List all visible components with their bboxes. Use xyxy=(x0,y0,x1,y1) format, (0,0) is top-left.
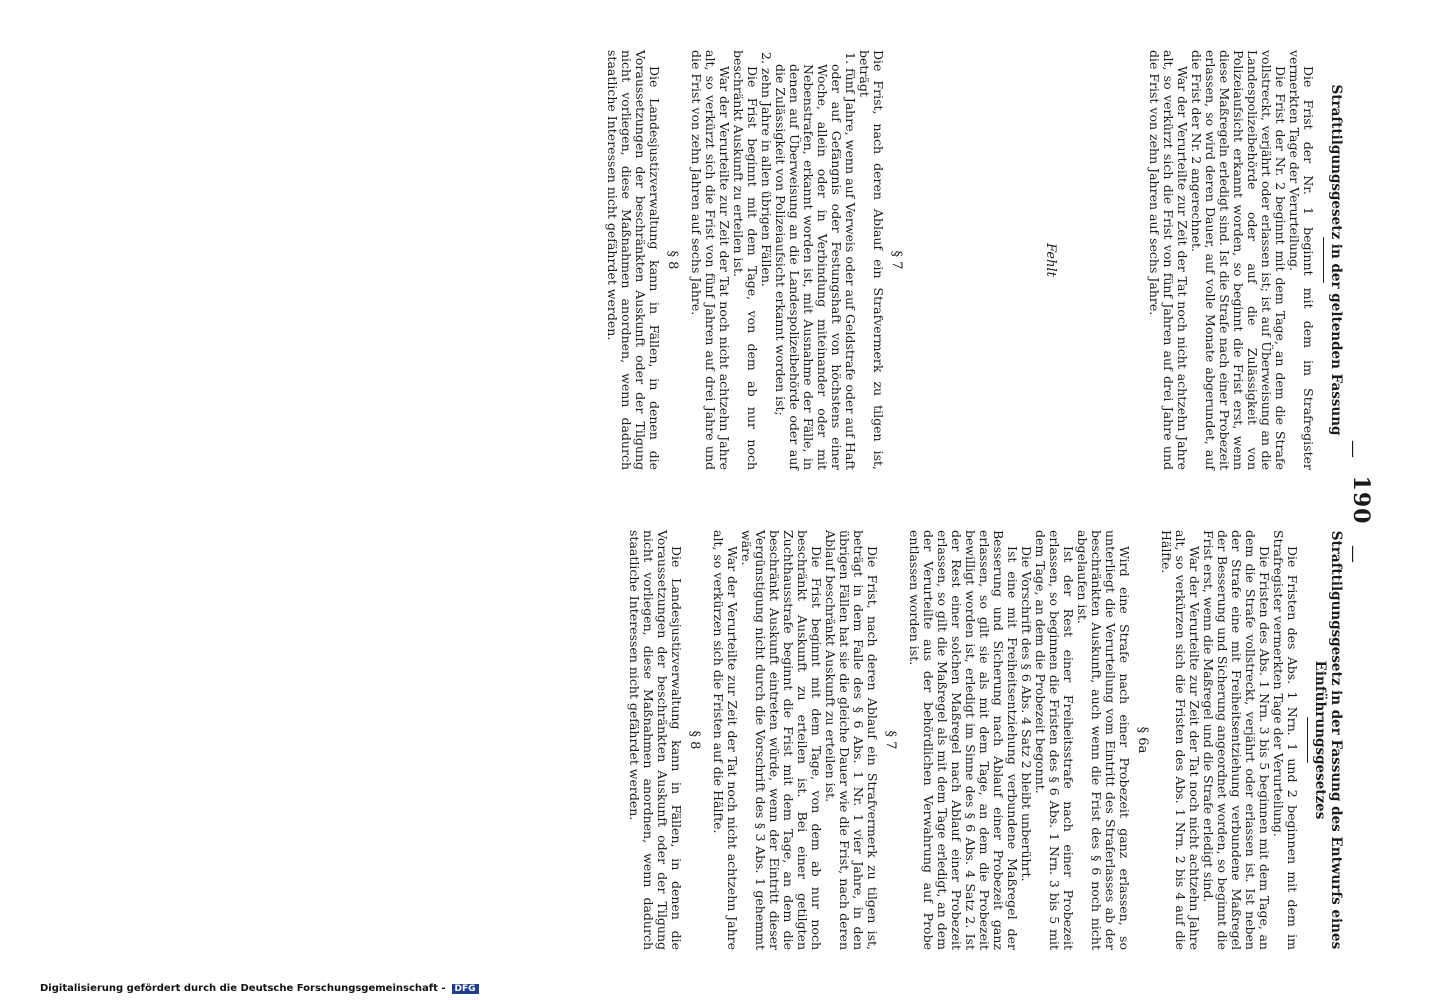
paragraph: Die Landesjustizverwaltung kann in Fällen, in denen die Voraussetzungen der beschränkten Auskunft oder der Tilgung nicht vorliegen, diese Maßnahmen anordnen, wenn dadurch staatliche Interessen nicht gefährdet werden. xyxy=(627,530,684,950)
paragraph: Die Frist der Nr. 1 beginnt mit dem im Strafregister vermerkten Tage der Verurteilung. xyxy=(1287,50,1316,470)
list-item: 2. zehn Jahre in allen übrigen Fällen. xyxy=(759,52,774,287)
column-heading-current: Strafttilgungsgesetz in der geltenden Fassung xyxy=(1328,84,1344,436)
paragraph: Die Frist, nach deren Ablauf ein Strafvermerk zu tilgen ist, beträgt in dem Falle des § 6 Abs. 1 Nr. 1 vier Jahre, in den übrigen Fällen hat sie die gleiche Dauer wie die Frist, nach deren Ablauf beschränkt Auskunft zu erteilen ist. xyxy=(823,530,880,950)
paragraph: Ist eine mit Freiheitsentziehung verbundene Maßregel der Besserung und Sicherung nach Ablauf einer Probezeit ganz erlassen, so gilt sie als mit dem Tage, an dem die Probezeit bewilligt worden ist, erledigt im Sinne des § 6 Abs. 4 Satz 2. Ist der Rest einer solchen Maßregel nach Ablauf einer Probezeit erlassen, so gilt die Maßregel als mit dem Tage erledigt, an dem der Verurteilte aus der behördlichen Verwahrung auf Probe entlassen worden ist. xyxy=(907,530,1020,950)
heading-rule xyxy=(1307,717,1308,763)
heading-rule xyxy=(1323,237,1324,283)
section-heading-8: § 8 xyxy=(665,250,680,270)
section-heading-6a: § 6a xyxy=(1135,726,1150,754)
paragraph: Wird eine Strafe nach einer Probezeit ganz erlassen, so unterliegt die Verurteilung vom Eintritt des Straferlasses ab der beschränkten Auskunft, auch wenn die Frist des § 6 noch nicht abgelaufen ist. xyxy=(1075,530,1132,950)
dfg-logo: DFG xyxy=(452,984,479,994)
section-heading-7: § 7 xyxy=(883,730,898,750)
paragraph: Die Fristen des Abs. 1 Nrn. 1 und 2 beginnen mit dem im Strafregister vermerkten Tage der Verurteilung. xyxy=(1271,530,1300,950)
column-draft xyxy=(627,530,1344,950)
paragraph: Die Landesjustizverwaltung kann in Fällen, in denen die Voraussetzungen der beschränkten Auskunft oder der Tilgung nicht vorliegen, diese Maßnahmen anordnen, wenn dadurch staatliche Interessen nicht gefährdet werden. xyxy=(605,50,662,470)
paragraph: War der Verurteilte zur Zeit der Tat noch nicht achtzehn Jahre alt, so verkürzen sich die Fristen des Abs. 1 Nrn. 2 bis 4 auf die Hälfte. xyxy=(1159,530,1202,950)
section-heading-8: § 8 xyxy=(687,730,702,750)
column-current xyxy=(605,50,1344,470)
page-dash-left: — xyxy=(1343,440,1364,458)
list-item: 1. fünf Jahre, wenn auf Verweis oder auf Geldstrafe oder auf Haft oder auf Gefängnis oder Festungshaft von höchstens einer Woche, allein oder in Verbindung miteinander oder mit Nebenstrafen, erkannt worden ist, mit Ausnahme der Fälle, in denen auf Überweisung an die Landespolizeibehörde oder auf die Zulässigkeit von Polizeiaufsicht erkannt worden ist; xyxy=(773,52,858,470)
paragraph: War der Verurteilte zur Zeit der Tat noch nicht achtzehn Jahre alt, so verkürzt sich die Frist von fünf Jahren auf drei Jahre und die Frist von zehn Jahren auf sechs Jahre. xyxy=(1147,50,1190,470)
paragraph: Die Vorschrift des § 6 Abs. 4 Satz 2 bleibt unberührt. xyxy=(1019,546,1034,882)
digitization-note-text: Digitalisierung gefördert durch die Deutsche Forschungsgemeinschaft - xyxy=(40,983,446,994)
paragraph: Die Fristen des Abs. 1 Nrn. 3 bis 5 beginnen mit dem Tage, an dem die Strafe vollstreckt, verjährt oder erlassen ist. Ist neben der Strafe eine mit Freiheitsentziehung verbundene Maßregel der Besserung und Sicherung angeordnet worden, so beginnt die Frist erst, wenn die Maßregel und die Strafe erledigt sind. xyxy=(1201,530,1272,950)
paragraph: Die Frist beginnt mit dem Tage, von dem ab nur noch beschränkt Auskunft zu erteilen ist. Bei einer getilgten Zuchthausstrafe beginnt die Frist mit dem Tage, an dem die beschränkt Auskunft eintreten würde, wenn der Eintritt dieser Vergünstigung nicht durch die Vorschrift des § 3 Abs. 1 gehemmt wäre. xyxy=(739,530,824,950)
paragraph: Die Frist, nach deren Ablauf ein Strafvermerk zu tilgen ist, beträgt xyxy=(857,50,886,470)
paragraph: Die Frist beginnt mit dem Tage, von dem ab nur noch beschränkt Auskunft zu erteilen ist. xyxy=(731,50,760,470)
page-number: 190 xyxy=(1348,475,1374,525)
paragraph: Ist der Rest einer Freiheitsstrafe nach einer Probezeit erlassen, so beginnen die Fristen des § 6 Abs. 1 Nrn. 3 bis 5 mit dem Tage, an dem die Probezeit begonnt. xyxy=(1033,530,1076,950)
digitization-note xyxy=(40,983,479,994)
paragraph: Die Frist der Nr. 2 beginnt mit dem Tage, an dem die Strafe vollstreckt, verjährt oder erlassen ist; ist auf Überweisung an die Landespolizeibehörde oder auf die Zulässigkeit von Polizeiaufsicht erkannt worden, so beginnt die Frist erst, wenn diese Maßregeln erledigt sind. Ist die Strafe nach einer Probezeit erlassen, so wird deren Dauer, auf volle Monate abgerundet, auf die Frist der Nr. 2 angerechnet. xyxy=(1189,50,1288,470)
fehlt-label: Fehlt xyxy=(1043,243,1058,277)
page-dash-right: — xyxy=(1343,545,1364,563)
paragraph: War der Verurteilte zur Zeit der Tat noch nicht achtzehn Jahre alt, so verkürzt sich die Frist von fünf Jahren auf drei Jahre und die Frist von zehn Jahren auf sechs Jahre. xyxy=(689,50,732,470)
section-heading-7: § 7 xyxy=(889,250,904,270)
column-heading-draft: Strafttilgungsgesetz in der Fassung des Entwurfs eines Einführungsgesetzes xyxy=(1312,530,1344,950)
paragraph: War der Verurteilte zur Zeit der Tat noch nicht achtzehn Jahre alt, so verkürzen sich die Fristen auf die Hälfte. xyxy=(711,530,740,950)
